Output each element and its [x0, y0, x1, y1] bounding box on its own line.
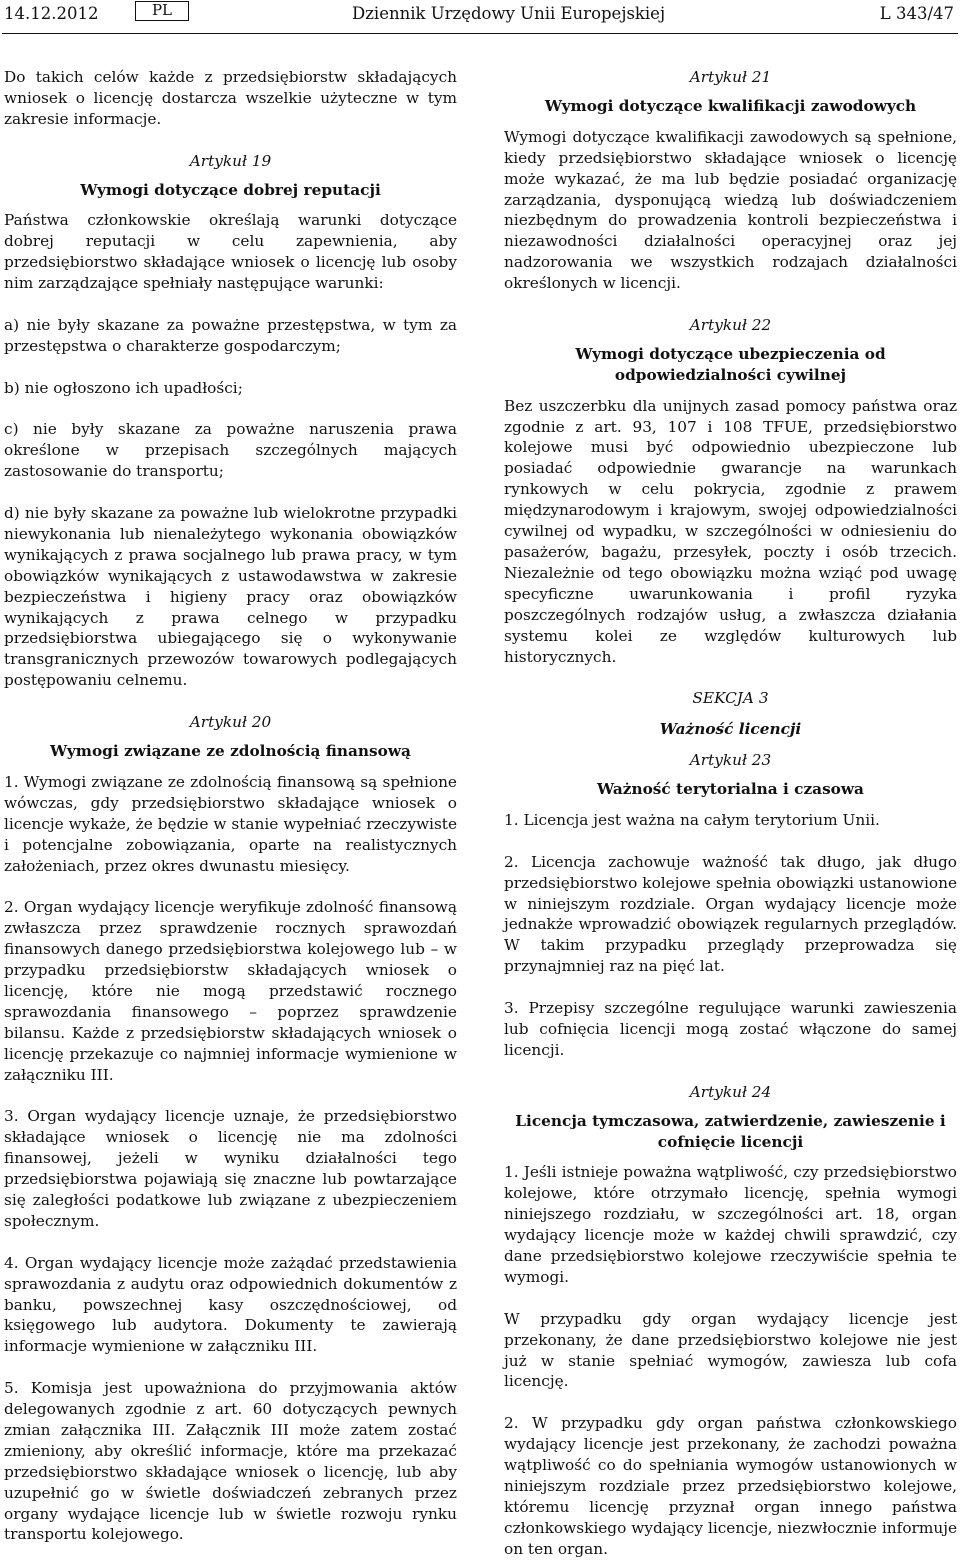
page-header: [2, 0, 958, 34]
article-20-paragraph-1: 1. Wymogi związane ze zdolnością finansową są spełnione wówczas, gdy przedsiębiorstwo składające wniosek o licencje wykaże, że będzie w stanie wypełniać rzeczywiste i potencjalne zobowiązania, oparte na realistycznych założeniach, przez okres dwunastu miesięcy.: [4, 772, 457, 875]
article-24-title: Licencja tymczasowa, zatwierdzenie, zawieszenie i cofnięcie licencji: [515, 1111, 946, 1151]
article-19-paragraph: Państwa członkowskie określają warunki dotyczące dobrej reputacji w celu zapewnienia, aby przedsiębiorstwo składające wniosek o licencję lub osoby nim zarządzające spełniały następujące warunki:: [4, 211, 457, 293]
article-20-paragraph-4: 4. Organ wydający licencje może zażądać przedstawienia sprawozdania z audytu oraz odpowiednich dokumentów z banku, powszechnej kasy oszczędnościowej, od księgowego lub audytora. Dokumenty te zawierają informacje wymienione w załączniku III.: [4, 1253, 457, 1356]
article-19-number: Artykuł 19: [189, 151, 272, 170]
header-divider: [2, 33, 958, 34]
article-24-paragraph-1: 1. Jeśli istnieje poważna wątpliwość, czy przedsiębiorstwo kolejowe, które otrzymało licencję, spełnia wymogi niniejszego rozdziału, w szczególności art. 18, organ wydający licencje może w każdej chwili sprawdzić, czy dane przedsiębiorstwo kolejowe rzeczywiście spełnia te wymogi.: [504, 1163, 957, 1286]
left-column: [4, 67, 457, 1545]
article-21-paragraph: Wymogi dotyczące kwalifikacji zawodowych są spełnione, kiedy przedsiębiorstwo składające wniosek o licencję może wykazać, że ma lub będzie posiadać organizację zarządzania, dysponującą wiedzą lub doświadczeniem niezbędnym do prowadzenia kontroli bezpieczeństwa i niezawodności działalności operacyjnej oraz jej nadzorowania we wszystkich rodzajach działalności określonych w licencji.: [504, 127, 957, 293]
article-22-paragraph: Bez uszczerbku dla unijnych zasad pomocy państwa oraz zgodnie z art. 93, 107 i 108 TFUE, przedsiębiorstwo kolejowe musi być odpowiednio ubezpieczone lub posiadać odpowiednie gwarancje na warunkach rynkowych w celu pokrycia, zgodnie z prawem międzynarodowym i krajowym, swojej odpowiedzialności cywilnej od wypadku, w szczególności w odniesieniu do pasażerów, bagażu, przesyłek, poczty i osób trzecich. Niezależnie od tego obowiązku można wziąć pod uwagę specyficzne uwarunkowania i profil ryzyka poszczególnych rodzajów usług, a zwłaszcza działania systemu kolei ze względów kulturowych lub historycznych.: [504, 396, 957, 666]
article-24-paragraph-2: W przypadku gdy organ wydający licencje jest przekonany, że dane przedsiębiorstwo kolejowe nie jest już w stanie spełniać wymogów, zawiesza lub cofa licencję.: [504, 1309, 957, 1391]
intro-paragraph: Do takich celów każde z przedsiębiorstw składających wniosek o licencję dostarcza wszelkie użyteczne w tym zakresie informacje.: [4, 68, 457, 128]
article-19-title: Wymogi dotyczące dobrej reputacji: [80, 180, 381, 199]
page-number: L 343/47: [879, 4, 954, 23]
article-20-paragraph-3: 3. Organ wydający licencje uznaje, że przedsiębiorstwo składające wniosek o licencję nie ma zdolności finansowej, jeżeli w wyniku działalności tego przedsiębiorstwa pojawiają się znaczne lub powtarzające się zaległości podatkowe lub związane z ubezpieczeniem społecznym.: [4, 1107, 457, 1230]
right-column: [504, 67, 957, 1560]
article-20-title: Wymogi związane ze zdolnością finansową: [50, 742, 411, 760]
section-title: Ważność licencji: [659, 720, 802, 739]
article-20-number: Artykuł 20: [189, 713, 272, 732]
article-19-item-d: d) nie były skazane za poważne lub wielokrotne przypadki niewykonania lub nienależytego wykonania obowiązków wynikających z prawa socjalnego lub prawa pracy, w tym obowiązków wynikających z ustawodawstwa w zakresie bezpieczeństwa i higieny pracy oraz obowiązków wynikających z prawa celnego w przypadku przedsiębiorstwa ubiegającego się o wykonywanie transgranicznych przewozów towarowych podlegających postępowaniu celnemu.: [4, 504, 457, 690]
article-20-paragraph-5: 5. Komisja jest upoważniona do przyjmowania aktów delegowanych zgodnie z art. 60 dotyczących pewnych zmian załącznika III. Załącznik III może zatem zostać zmieniony, aby określić informacje, które ma przekazać przedsiębiorstwo składające wniosek o licencję, lub aby uzupełnić go w świetle doświadczeń zebranych przez organy wydające licencje lub w świetle rozwoju rynku transportu kolejowego.: [4, 1379, 457, 1544]
article-23-paragraph-3: 3. Przepisy szczególne regulujące warunki zawieszenia lub cofnięcia licencji mogą zostać włączone do samej licencji.: [504, 999, 957, 1059]
article-24-paragraph-3: 2. W przypadku gdy organ państwa członkowskiego wydający licencje jest przekonany, że zachodzi poważna wątpliwość co do spełniania wymogów ustanowionych w niniejszym rozdziale przez przedsiębiorstwo kolejowe, któremu licencję przyznał organ innego państwa członkowskiego wydający licencje, niezwłocznie informuje on ten organ.: [504, 1414, 957, 1558]
article-24-number: Artykuł 24: [689, 1082, 772, 1101]
journal-title: Dziennik Urzędowy Unii Europejskiej: [352, 4, 666, 23]
article-22-number: Artykuł 22: [689, 315, 772, 334]
article-19-item-c: c) nie były skazane za poważne naruszenia prawa określone w przepisach szczególnych mających zastosowanie do transportu;: [4, 420, 457, 481]
article-23-number: Artykuł 23: [689, 751, 772, 770]
article-23-paragraph-2: 2. Licencja zachowuje ważność tak długo, jak długo przedsiębiorstwo kolejowe spełnia obowiązki ustanowione w niniejszym rozdziale. Organ wydający licencje może jednakże wprowadzić obowiązek regularnych przeglądów. W takim przypadku przeglądy przeprowadza się przynajmniej raz na pięć lat.: [504, 852, 957, 976]
article-23-paragraph-1: 1. Licencja jest ważna na całym terytorium Unii.: [504, 810, 880, 829]
section-label: SEKCJA 3: [692, 689, 769, 708]
publication-date: 14.12.2012: [4, 4, 99, 23]
language-badge: PL: [135, 1, 189, 21]
article-23-title: Ważność terytorialna i czasowa: [597, 780, 864, 799]
article-19-item-b: b) nie ogłoszono ich upadłości;: [4, 378, 243, 397]
article-20-paragraph-2: 2. Organ wydający licencje weryfikuje zdolność finansową zwłaszcza przez sprawdzenie rocznych sprawozdań finansowych danego przedsiębiorstwa kolejowego lub – w przypadku przedsiębiorstw składających wniosek o licencję, które nie mogą przedstawić rocznego sprawozdania finansowego – poprzez sprawdzenie bilansu. Każde z przedsiębiorstw składających wniosek o licencję przekazuje co najmniej informacje wymienione w załączniku III.: [4, 898, 457, 1084]
article-19-item-a: a) nie były skazane za poważne przestępstwa, w tym za przestępstwa o charakterze gospodarczym;: [4, 315, 457, 355]
article-21-number: Artykuł 21: [689, 68, 772, 86]
article-21-title: Wymogi dotyczące kwalifikacji zawodowych: [544, 96, 917, 115]
article-22-title: Wymogi dotyczące ubezpieczenia od odpowiedzialności cywilnej: [575, 344, 886, 384]
